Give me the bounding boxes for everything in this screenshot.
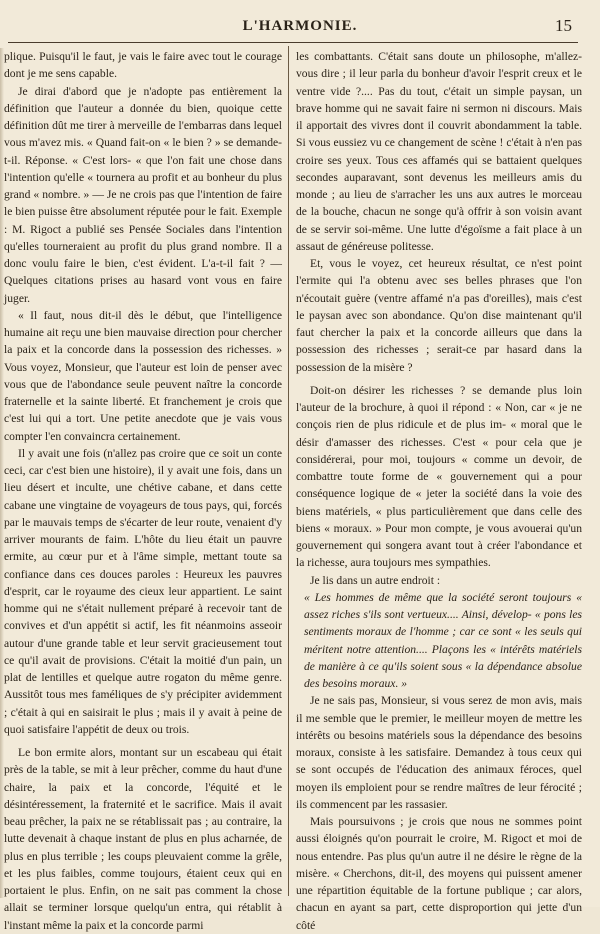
header-rule: [8, 42, 578, 43]
paragraph: Je ne sais pas, Monsieur, si vous serez de mon avis, mais il me semble que le premier, le meilleur moyen de mettre les intérêts ou besoins matériels sous la dépendance des besoins moraux, consiste à les satisfaire. Demandez à tous ceux qui se sont occupés de l'éducation des animaux féroces, quel moyen ils emploient pour se rendre maîtres de leur férocité ; ils commencent par les rassasier.: [296, 694, 582, 811]
column-divider: [288, 46, 289, 896]
paragraph: Mais poursuivons ; je crois que nous ne sommes point aussi éloignés qu'on pourrait le croire, M. Rigoct et moi de nous entendre. Pas plus qu'un autre il ne désire le règne de la misère. « Cherchons, dit-il, des moyens qui puissent amener une répartition équitable de la fortune publique ; car alors, chacun en ayant sa part, cette disproportion qui jette d'un côté: [296, 815, 582, 932]
paragraph: Je dirai d'abord que je n'adopte pas entièrement la définition que l'auteur a donnée du bien, quoique cette définition dût me tirer à merveille de l'embarras dans lequel vous m'avez mis. « Quand fait-on « le bien ? » se demande-t-il. Réponse. « C'est lors- « que l'on fait une chose dans l'intention qu'elle « tournera au profit et au bonheur du plus grand « nombre. » — Je ne crois pas que l'intention de faire le bien puisse être absolument réputée pour le fait. Exemple : M. Rigoct a publié ses Pensée Sociales dans l'intention qu'elles tourneraient au profit du plus grand nombre. Il a donc voulu faire le bien, c'est évident. L'a-t-il fait ? — Quelques citations prises au hasard vont vous en faire juger.: [4, 84, 282, 305]
page-header: [0, 14, 600, 40]
paragraph: « Il faut, nous dit-il dès le début, que l'intelligence humaine ait reçu une bien mauvaise direction pour chercher la paix et la concorde dans la possession des richesses. » Vous voyez, Monsieur, que l'auteur est loin de penser avec vous que de l'abondance seule peuvent naître la concorde fraternelle et la sainte liberté. Et franchement je crois que c'est lui qui a tort. Une petite anecdote que je vais vous compter l'en convaincra certainement.: [4, 308, 282, 443]
paragraph: Le bon ermite alors, montant sur un escabeau qui était près de la table, se mit à leur prêcher, comme du haut d'une chaire, la paix et la concorde, l'équité et le désintéressement, la fraternité et le sacrifice. Mais il avait beau prêcher, la paix ne se rétablissait pas ; au contraire, la lutte devenait à chaque instant de plus en plus acharnée, de plus en plus terrible ; les coups pleuvaient comme la grêle, et les plus faibles, comme toujours, étaient ceux qui en portaient le plus. Enfin, on ne sait pas comment la chose allait se terminer lorsque quelqu'un entra, qui rétablit à l'instant même la paix et la concorde parmi: [4, 746, 282, 932]
page-number: 15: [555, 16, 572, 35]
left-column: [4, 48, 282, 932]
paragraph: Et, vous le voyez, cet heureux résultat, ce n'est point l'ermite qui l'a obtenu avec ses belles phrases que l'on n'écoutait guère (ventre affamé n'a pas d'oreilles), mais c'est le paysan avec son abondance. Qu'on dise maintenant qu'il faut chercher la paix et la concorde ailleurs que dans la possession des richesses ; serait-ce par hasard dans la possession de la misère ?: [296, 257, 582, 374]
running-title: L'HARMONIE.: [242, 18, 358, 34]
paragraph: les combattants. C'était sans doute un philosophe, m'allez-vous dire ; il leur parla du bonheur d'avoir l'esprit creux et le ventre vide ?.... Pas du tout, c'était un simple paysan, un brave homme qui ne savait faire ni sermon ni discours. Mais il apportait des vivres dont il couvrit abondamment la table. Si vous eussiez vu ce changement de scène ! c'était à n'en pas croire ses yeux. Tous ces affamés qui se battaient quelques secondes auparavant, sont devenus les meilleurs amis du monde ; au lieu de s'arracher les uns aux autres le morceau de la bouche, chacun ne songe qu'à offrir à son voisin avant de se servir soi-même. Une lutte d'égoïsme a fait place à un assaut de généreuse politesse.: [296, 50, 582, 253]
paragraph: Doit-on désirer les richesses ? se demande plus loin l'auteur de la brochure, à quoi il répond : « Non, car « je ne conçois rien de plus ridicule et de plus im- « moral que le désir d'amasser des richesses. C'est « pour cela que je considérerai, pour moi, toujours « comme un devoir, de combattre toute forme de « gouvernement qui a pour conséquence logique de « jeter la société dans la voie des biens matériels, « plus particulièrement que dans celle des biens « moraux. » Pour mon compte, je vous avouerai qu'un gouvernement qui songera avant tout à créer l'abondance et la richesse, aura toujours mes sympathies.: [296, 383, 582, 570]
paragraph: Il y avait une fois (n'allez pas croire que ce soit un conte ceci, car c'est bien une histoire), il y avait une fois, dans un lieu désert et inculte, une chétive cabane, et dans cette cabane une vingtaine de voyageurs de tous pays, qui, forcés par le mauvais temps de s'écarter de leur route, venaient d'y arriver mourants de faim. L'hôte du lieu était un pauvre ermite, au cœur pur et à l'âme simple, mettant toute sa confiance dans ces douces paroles : Heureux les pauvres d'esprit, car le royaume des cieux leur appartient. Le saint homme qui ne s'était nullement préparé à recevoir tant de convives et d'un appétit si actif, les fit néanmoins asseoir autour d'une grande table et leur servit gracieusement tout ce qu'il avait de provisions. C'était la moitié d'un pain, un plat de lentilles et quelque autre rogaton du même genre. Aussitôt tous mes faméliques de s'y précipiter avidemment ; c'était à qui en saisirait le plus ; mais il y avait à peine de quoi satisfaire l'appétit de deux ou trois.: [4, 446, 282, 736]
block-quote: « Les hommes de même que la société seront toujours « assez riches s'ils sont vertueux.... Ainsi, dévelop- « pons les sentiments moraux de l'homme ; car ce sont « les seuls qui méritent notre attention.... Plaçons les « intérêts matériels de manière à ce qu'ils soient sous « la dépendance absolue des besoins moraux. »: [304, 590, 582, 690]
paragraph: plique. Puisqu'il le faut, je vais le faire avec tout le courage dont je me sens capable.: [4, 50, 282, 81]
right-column: [296, 48, 582, 932]
paragraph: Je lis dans un autre endroit :: [310, 573, 441, 587]
